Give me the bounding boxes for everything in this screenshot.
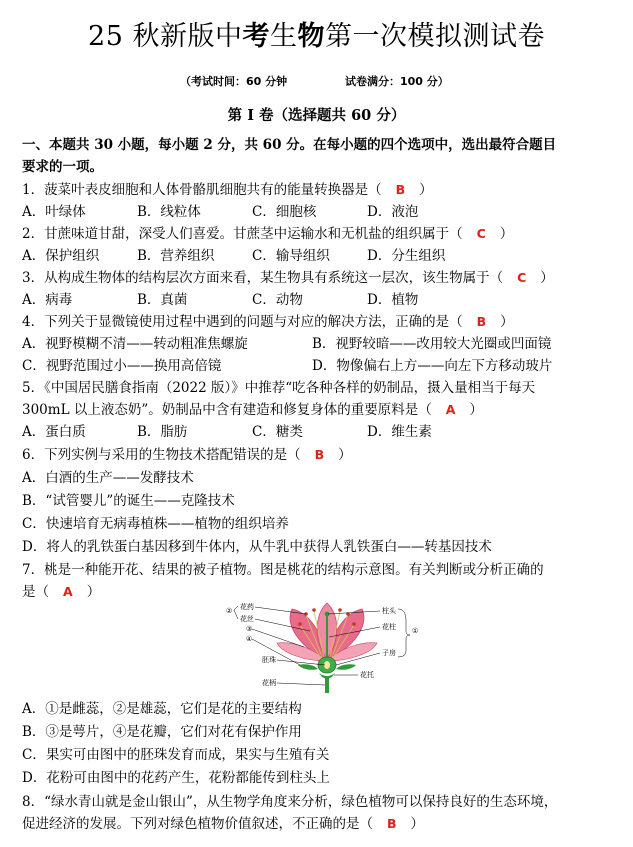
q4-option-d: D．物像偏右上方——向左下方移动玻片: [312, 358, 553, 374]
answer-1: B: [395, 182, 406, 197]
q4-option-c: C．视野范围过小——换用高倍镜: [22, 358, 222, 374]
q4-option-b: B．视野较暗——改用较大光圈或凹面镜: [312, 336, 552, 352]
question-5-line1: 5．《中国居民膳食指南（2022 版）》中推荐“吃各种各样的奶制品，摄入量相当于每天: [22, 380, 536, 396]
question-5-line2: 300mL 以上液态奶”。奶制品中含有建造和修复身体的重要原料是（ A ）: [22, 402, 483, 418]
instructions-line1: 一、本题共 30 小题，每小题 2 分，共 60 分。在每小题的四个选项中，选出最符合题目: [22, 137, 557, 153]
q6-option-d: D．将人的乳铁蛋白基因移到牛体内，从牛乳中获得人乳铁蛋白——转基因技术: [22, 539, 492, 555]
q5-option-c: C．糖类: [252, 424, 303, 440]
question-8-line2: 促进经济的发展。下列对绿色植物价值叙述，不正确的是（ B ）: [22, 816, 425, 832]
question-7-line2: 是（ A ）: [22, 584, 101, 600]
figure-label-2: ②: [226, 607, 233, 615]
question-7-line1: 7．桃是一种能开花、结果的被子植物。图是桃花的结构示意图。有关判断或分析正确的: [22, 562, 544, 578]
figure-label-1: ①: [412, 627, 419, 635]
q6-option-b: B．“试管婴儿”的诞生——克隆技术: [22, 493, 235, 509]
q1-option-c: C．细胞核: [252, 204, 317, 220]
q2-option-a: A．保护组织: [22, 248, 100, 264]
q2-option-b: B．营养组织: [137, 248, 215, 264]
q6-option-c: C．快速培育无病毒植株——植物的组织培养: [22, 516, 289, 532]
q3-option-c: C．动物: [252, 292, 303, 308]
figure-label-anther: 花药: [240, 603, 254, 611]
q3-option-b: B．真菌: [137, 292, 188, 308]
figure-label-pedicel: 花柄: [262, 679, 276, 687]
flower-illustration: [277, 603, 377, 693]
answer-6: B: [314, 447, 325, 462]
q7-option-b: B．③是萼片，④是花瓣，它们对花有保护作用: [22, 724, 302, 740]
figure-label-receptacle: 花托: [360, 671, 374, 679]
q3-option-d: D．植物: [367, 292, 419, 308]
q1-option-b: B．线粒体: [137, 204, 201, 220]
exam-score: 试卷满分：100 分）: [345, 75, 449, 88]
answer-7: A: [63, 584, 73, 599]
q6-option-a: A．白酒的生产——发酵技术: [22, 470, 194, 486]
q5-option-d: D．维生素: [367, 424, 432, 440]
question-2: 2．甘蔗味道甘甜，深受人们喜爱。甘蔗茎中运输水和无机盐的组织属于（ C ）: [22, 226, 514, 242]
answer-3: C: [517, 270, 527, 285]
question-1: 1．菠菜叶表皮细胞和人体骨骼肌细胞共有的能量转换器是（ B ）: [22, 182, 433, 198]
figure-label-3: ③: [246, 625, 253, 633]
question-8-line1: 8．“绿水青山就是金山银山”，从生物学角度来分析，绿色植物可以保持良好的生态环境，: [22, 794, 558, 810]
q7-option-a: A．①是雌蕊，②是雄蕊，它们是花的主要结构: [22, 701, 302, 717]
answer-4: B: [476, 314, 487, 329]
q2-option-d: D．分生组织: [367, 248, 446, 264]
peach-flower-diagram: [222, 601, 432, 693]
figure-label-ovule: 胚珠: [262, 656, 276, 664]
q7-option-c: C．果实可由图中的胚珠发育而成，果实与生殖有关: [22, 747, 330, 763]
instructions-line2: 要求的一项。: [22, 159, 103, 175]
figure-label-4: ④: [246, 635, 253, 643]
figure-label-style: 花柱: [382, 623, 396, 631]
q3-option-a: A．病毒: [22, 292, 73, 308]
q4-option-a: A．视野模糊不清——转动粗准焦螺旋: [22, 336, 248, 352]
question-3: 3．从构成生物体的结构层次方面来看，某生物具有系统这一层次，该生物属于（ C ）: [22, 270, 554, 286]
answer-5: A: [445, 402, 456, 417]
figure-label-filament: 花丝: [240, 615, 254, 623]
q1-option-d: D．液泡: [367, 204, 419, 220]
question-4: 4．下列关于显微镜使用过程中遇到的问题与对应的解决方法，正确的是（ B ）: [22, 314, 514, 330]
answer-2: C: [476, 226, 486, 241]
exam-time: （考试时间：60 分钟: [180, 75, 288, 88]
q5-option-b: B．脂肪: [137, 424, 188, 440]
question-6: 6．下列实例与采用的生物技术搭配错误的是（ B ）: [22, 447, 352, 463]
q1-option-a: A．叶绿体: [22, 204, 86, 220]
exam-title: 25 秋新版中考生物第一次模拟测试卷: [88, 21, 545, 52]
q2-option-c: C．输导组织: [252, 248, 330, 264]
q5-option-a: A．蛋白质: [22, 424, 86, 440]
figure-label-stigma: 柱头: [382, 607, 396, 615]
answer-8: B: [387, 816, 397, 831]
figure-label-ovary: 子房: [382, 649, 396, 657]
q7-option-d: D．花粉可由图中的花药产生，花粉都能传到柱头上: [22, 770, 330, 786]
section-title: 第 I 卷（选择题共 60 分）: [227, 107, 406, 124]
